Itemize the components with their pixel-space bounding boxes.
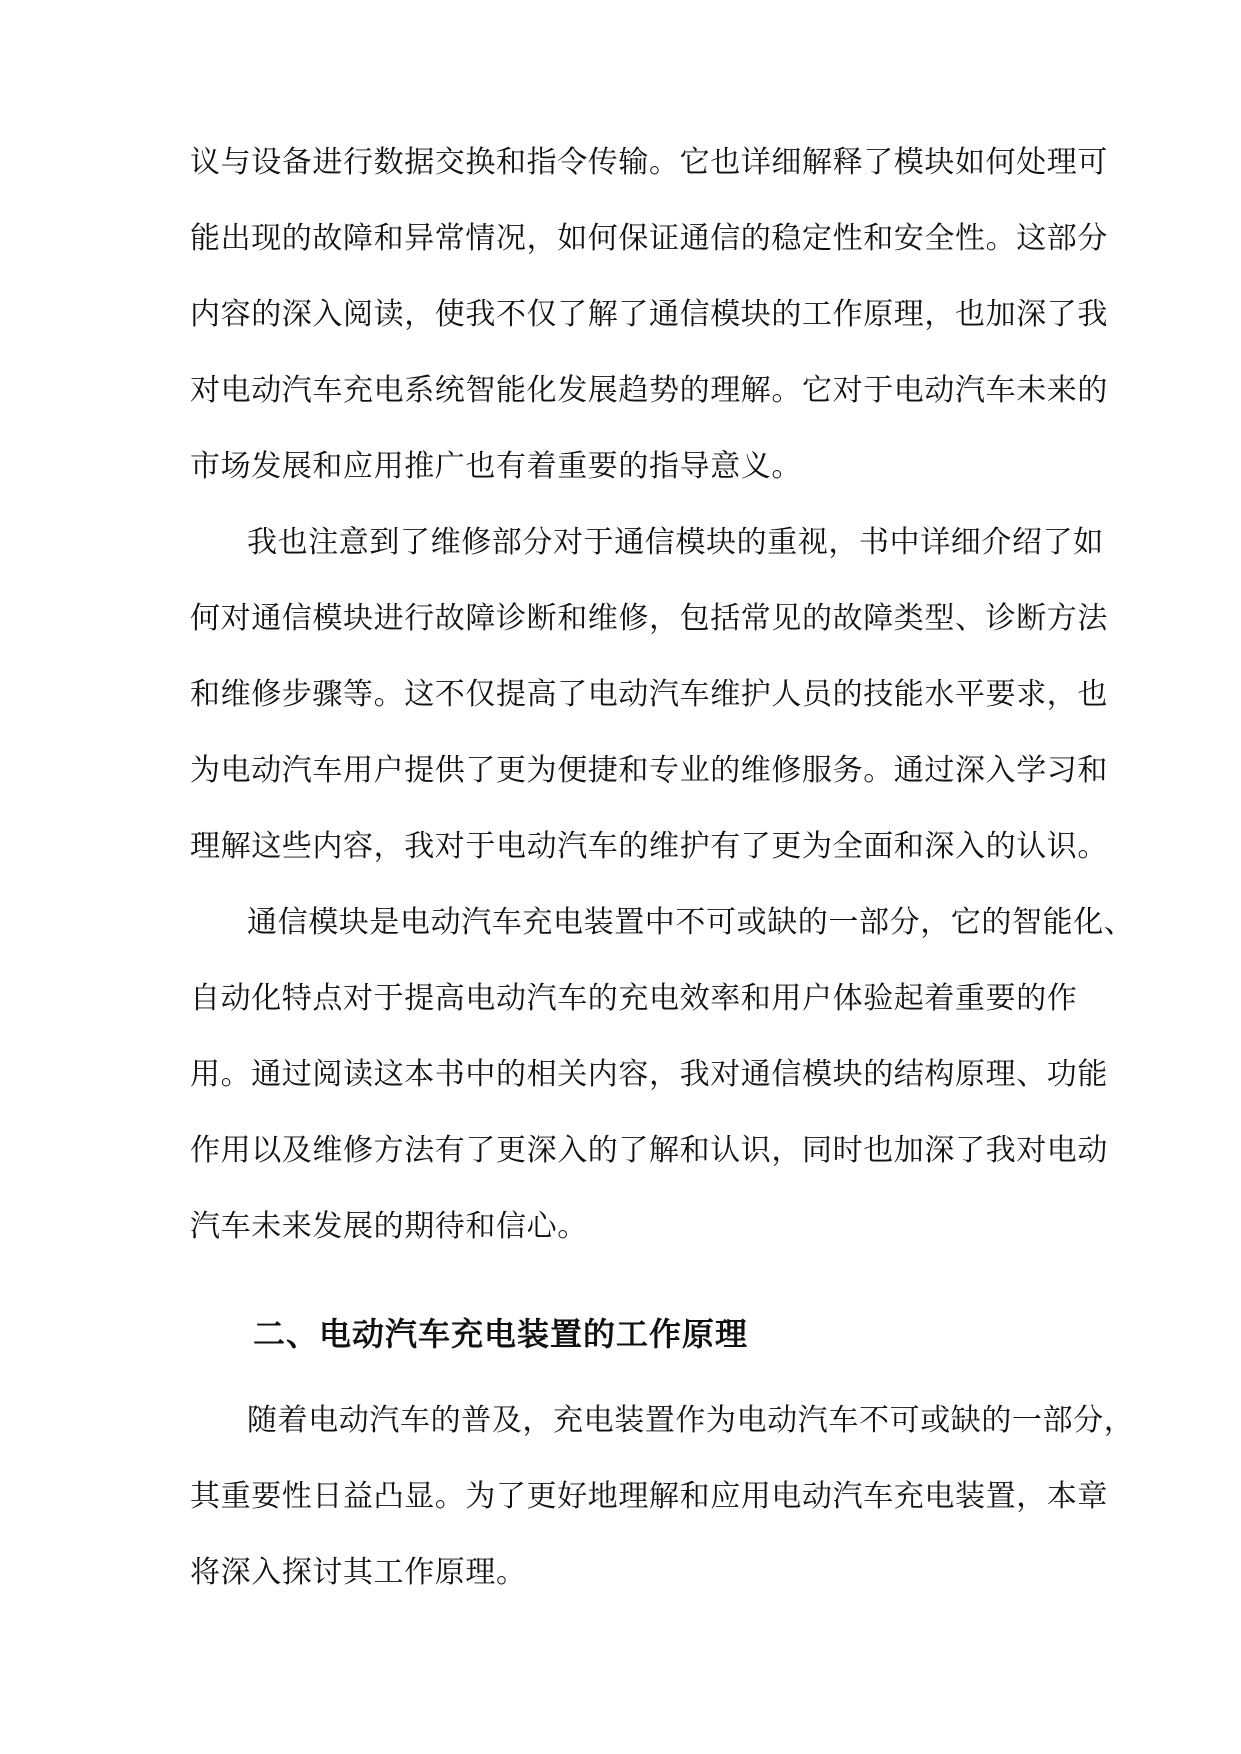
paragraph-2-line-2: 何对通信模块进行故障诊断和维修，包括常见的故障类型、诊断方法	[190, 601, 1108, 636]
section-paragraph-line-2: 其重要性日益凸显。为了更好地理解和应用电动汽车充电装置，本章	[190, 1479, 1108, 1514]
section-paragraph-line-3: 将深入探讨其工作原理。	[190, 1555, 527, 1590]
paragraph-3-line-5: 汽车未来发展的期待和信心。	[190, 1209, 588, 1244]
paragraph-3-line-3: 用。通过阅读这本书中的相关内容，我对通信模块的结构原理、功能	[190, 1057, 1108, 1092]
paragraph-3-line-2: 自动化特点对于提高电动汽车的充电效率和用户体验起着重要的作	[190, 981, 1078, 1016]
paragraph-1-line-5: 市场发展和应用推广也有着重要的指导意义。	[190, 449, 802, 484]
paragraph-3-line-4: 作用以及维修方法有了更深入的了解和认识，同时也加深了我对电动	[190, 1133, 1108, 1168]
paragraph-2-line-4: 为电动汽车用户提供了更为便捷和专业的维修服务。通过深入学习和	[190, 753, 1108, 788]
paragraph-1-line-1: 议与设备进行数据交换和指令传输。它也详细解释了模块如何处理可	[190, 145, 1108, 180]
paragraph-1-line-3: 内容的深入阅读，使我不仅了解了通信模块的工作原理，也加深了我	[190, 297, 1108, 332]
paragraph-1-line-4: 对电动汽车充电系统智能化发展趋势的理解。它对于电动汽车未来的	[190, 373, 1108, 408]
paragraph-2-line-5: 理解这些内容，我对于电动汽车的维护有了更为全面和深入的认识。	[190, 829, 1108, 864]
paragraph-2-line-3: 和维修步骤等。这不仅提高了电动汽车维护人员的技能水平要求，也	[190, 677, 1108, 712]
paragraph-1-line-2: 能出现的故障和异常情况，如何保证通信的稳定性和安全性。这部分	[190, 221, 1108, 256]
paragraph-3-line-1: 通信模块是电动汽车充电装置中不可或缺的一部分，它的智能化、	[247, 905, 1135, 940]
paragraph-2-line-1: 我也注意到了维修部分对于通信模块的重视，书中详细介绍了如	[247, 525, 1104, 560]
section-heading: 二、电动汽车充电装置的工作原理	[253, 1315, 749, 1353]
section-paragraph-line-1: 随着电动汽车的普及，充电装置作为电动汽车不可或缺的一部分，	[247, 1403, 1135, 1438]
